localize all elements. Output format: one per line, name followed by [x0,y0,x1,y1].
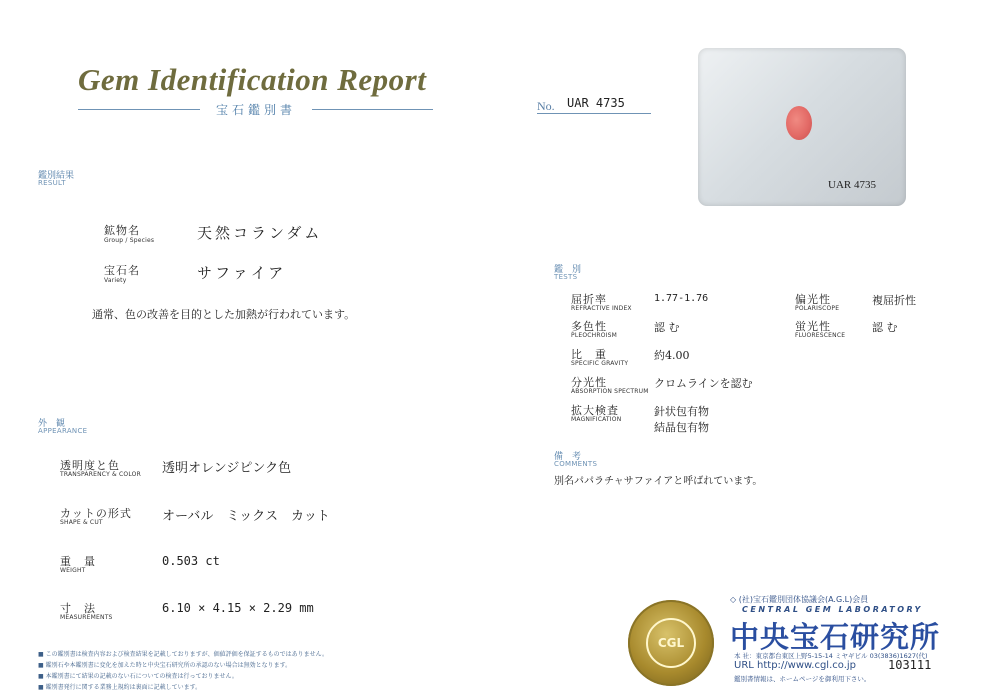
fluorescence-label-en: FLUORESCENCE [795,332,846,339]
polariscope-value: 複屈折性 [872,294,916,307]
spectrum-label-en: ABSORPTION SPECTRUM [571,388,649,395]
transparency-value: 透明オレンジピンク色 [162,461,292,476]
polariscope-label-jp: 偏光性 [795,293,831,306]
cut-value: オーバル ミックス カット [162,509,330,524]
disclaimer-note: ■ 本鑑別書にて結果の記載のない石についての検査は行っておりません。 [38,671,328,682]
pleochroism-value: 認 む [654,321,680,334]
lab-seal [628,600,714,686]
tests-heading-jp: 鑑 別 [554,265,582,275]
fluorescence-label-jp: 蛍光性 [795,320,831,333]
disclaimer-note: ■ 鑑別石や本鑑別書に変化を加えた時と中央宝石研究所の承認のない場合は無効となります。 [38,660,328,671]
photo-label: UAR 4735 [828,179,876,191]
variety-label-en: Variety [104,277,127,284]
magnification-label-jp: 拡大検査 [571,404,619,417]
seal-emblem: CGL [646,618,696,668]
species-label-jp: 鉱物名 [104,224,140,237]
subtitle-left-rule [78,109,200,110]
measurements-label-en: MEASUREMENTS [60,614,113,621]
disclaimer-note: ■ この鑑別書は検査内容および検査結果を記載しておりますが、価値評価を保証するものではありません。 [38,649,328,660]
spectrum-value: クロムラインを認む [654,377,753,390]
variety-value: サファイア [197,264,287,282]
subtitle-right-rule [312,109,433,110]
report-subtitle-bar [78,101,433,117]
sg-label-en: SPECIFIC GRAVITY [571,360,629,367]
report-number: UAR 4735 [567,96,625,110]
report-number-rule [537,113,651,114]
cut-label-en: SHAPE & CUT [60,519,103,526]
sg-label-jp: 比 重 [571,348,607,361]
report-number-label: No. [537,99,555,113]
tests-heading-en: TESTS [554,273,578,281]
disclaimer-note: ■ 鑑別書発行に関する業務上規約は裏面に記載しています。 [38,682,328,693]
ri-label-jp: 屈折率 [571,293,607,306]
magnification-label-en: MAGNIFICATION [571,416,622,423]
lab-url-note: 鑑別書情報は、ホームページを御利用下さい。 [734,675,871,683]
transparency-label-jp: 透明度と色 [60,459,120,472]
report-title: Gem Identification Report [78,62,427,97]
comments-heading-jp: 備 考 [554,452,582,462]
ri-value: 1.77-1.76 [654,293,709,304]
treatment-note: 通常、色の改善を目的とした加熱が行われています。 [92,308,356,321]
lab-address: 本 社：東京都台東区上野5-15-14 ミヤギビル 03(3836)1627(代) [734,652,928,660]
species-label-en: Group / Species [104,237,155,244]
result-heading-jp: 鑑別結果 [38,171,75,181]
polariscope-label-en: POLARISCOPE [795,305,840,312]
transparency-label-en: TRANSPARENCY & COLOR [60,471,141,478]
weight-value: 0.503 ct [162,554,220,568]
ri-label-en: REFRACTIVE INDEX [571,305,632,312]
magnification-value-2: 結晶包有物 [654,421,709,434]
pleochroism-label-en: PLEOCHROISM [571,332,618,339]
serial-number: 103111 [888,658,932,672]
diamond-icon: ◇ [730,595,737,604]
result-heading-en: RESULT [38,179,66,187]
lab-url: URL http://www.cgl.co.jp [734,660,856,671]
lab-name-en: CENTRAL GEM LABORATORY [742,605,923,614]
fluorescence-value: 認 む [872,321,898,334]
appearance-heading-en: APPEARANCE [38,427,88,435]
pleochroism-label-jp: 多色性 [571,320,607,333]
spectrum-label-jp: 分光性 [571,376,607,389]
measurements-label-jp: 寸 法 [60,602,96,615]
comments-heading-en: COMMENTS [554,460,598,468]
magnification-value-1: 針状包有物 [654,405,709,418]
comments-text: 別名パパラチャサファイアと呼ばれています。 [554,476,763,487]
lab-name-jp: 中央宝石研究所 [730,620,941,654]
cut-label-jp: カットの形式 [60,507,132,520]
sg-value: 約4.00 [654,349,690,362]
report-subtitle: 宝石鑑別書 [215,103,296,117]
association-label: (社)宝石鑑別団体協議会(A.G.L)会員 [738,595,869,604]
species-value: 天然コランダム [197,224,323,242]
weight-label-jp: 重 量 [60,555,96,568]
gemstone-image [786,106,812,140]
appearance-heading-jp: 外 観 [38,419,66,429]
measurements-value: 6.10 × 4.15 × 2.29 mm [162,601,314,615]
association-text [730,594,868,605]
weight-label-en: WEIGHT [60,567,86,574]
variety-label-jp: 宝石名 [104,264,140,277]
gem-photo [698,48,906,206]
disclaimer-notes [38,649,328,693]
